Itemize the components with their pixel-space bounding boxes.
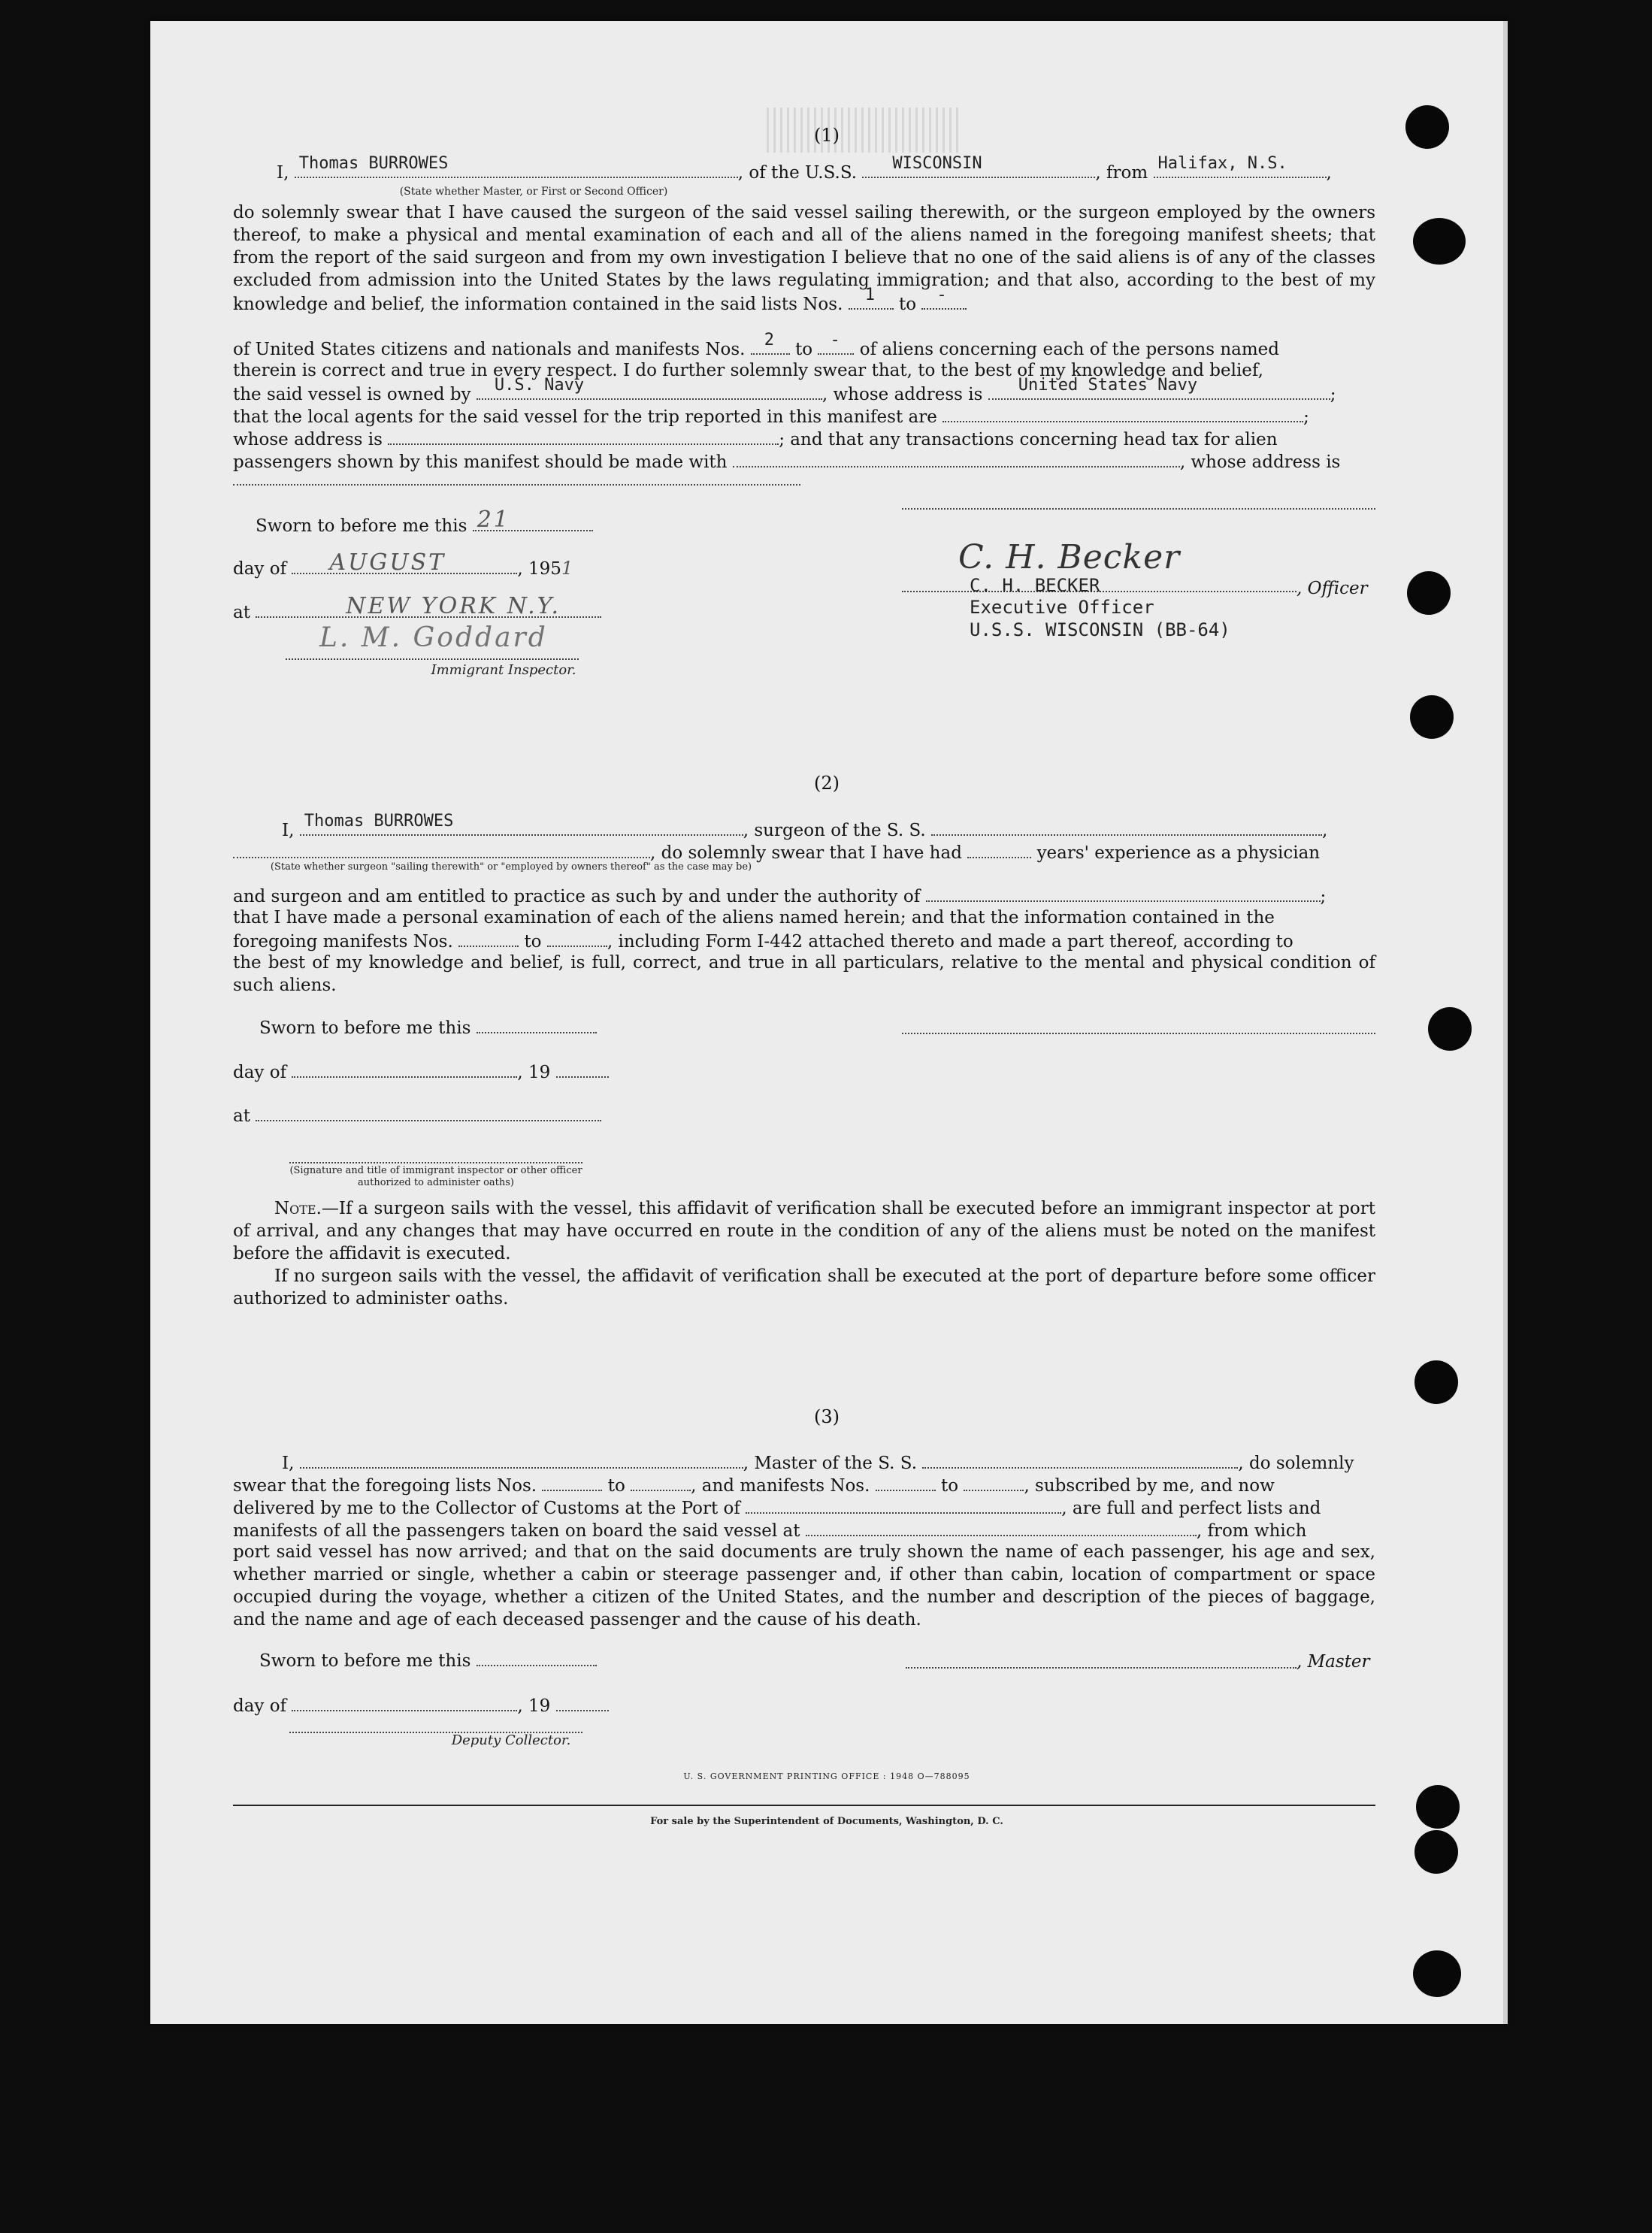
day-of-label: day of <box>233 559 287 579</box>
full-text: , are full and perfect lists and <box>1061 1499 1321 1518</box>
agents-label: that the local agents for the said vessel for the trip reported in this manifest are <box>233 407 937 427</box>
note-text: —If a surgeon sails with the vessel, this affidavit of verification shall be executed before an immigrant inspector at port of arrival, and any changes that may have occurred en route in the condition of any of the aliens must be noted on the manifest before the affidavit is executed. <box>233 1199 1375 1263</box>
foregoing-label: foregoing manifests Nos. <box>233 932 453 952</box>
passengers-label: passengers shown by this manifest should be made with <box>233 452 728 472</box>
section-3-month-field[interactable] <box>292 1693 517 1711</box>
section-2-authority-line: and surgeon and am entitled to practice as such by and under the authority of ; <box>233 884 1375 908</box>
to-label: to <box>607 1476 625 1496</box>
punch-hole <box>1428 1007 1472 1051</box>
years-text: years' experience as a physician <box>1036 843 1321 863</box>
vessel-name-field[interactable] <box>862 154 1095 178</box>
punch-hole <box>1407 571 1451 615</box>
do-solemnly: , do solemnly <box>1238 1454 1354 1473</box>
master-label: , Master <box>1296 1652 1370 1672</box>
section-2-signature-line[interactable] <box>902 1033 1375 1034</box>
section-2-month-field[interactable] <box>292 1060 517 1078</box>
surgeon-name: Thomas BURROWES <box>304 812 454 831</box>
i-label: I, <box>282 1454 295 1473</box>
punch-hole <box>1414 1830 1458 1874</box>
sworn-day: 21 <box>477 507 510 533</box>
manifests-label: , and manifests Nos. <box>691 1476 870 1496</box>
authority-text: and surgeon and am entitled to practice as such by and under the authority of <box>233 887 921 906</box>
aliens-label: of aliens concerning each of the persons named <box>859 340 1280 359</box>
section-2-dayof-line <box>233 1060 1375 1084</box>
delivered-text: delivered by me to the Collector of Customs at the Port of <box>233 1499 740 1518</box>
section-2-foregoing-line <box>233 929 1375 953</box>
punch-hole <box>1413 218 1466 265</box>
officer-signature: C. H. Becker <box>958 538 1181 576</box>
footer-rule <box>233 1805 1375 1806</box>
officer-title-1: Executive Officer <box>970 597 1154 618</box>
section-3-opening-line <box>282 1451 1424 1475</box>
section-3-lists-line <box>233 1473 1375 1497</box>
swear-label: swear that the foregoing lists Nos. <box>233 1476 537 1496</box>
to-label: to <box>524 932 542 952</box>
surgeon-of-label: , surgeon of the S. S. <box>743 821 926 840</box>
day-of-label: day of <box>233 1696 287 1716</box>
lists-to: - <box>936 286 947 304</box>
manifests-from: 2 <box>764 331 774 349</box>
section-2-number: (2) <box>814 773 840 794</box>
swear-text: , do solemnly swear that I have had <box>650 843 962 863</box>
manifests-to-field[interactable] <box>818 331 854 355</box>
manifests-from-field[interactable] <box>751 331 790 355</box>
section-3-vessel-field[interactable] <box>922 1451 1238 1469</box>
section-1-agents-address-line <box>233 427 1375 451</box>
subscribed-text: , subscribed by me, and now <box>1024 1476 1275 1496</box>
i-label: I, <box>282 821 295 840</box>
section-2-inspector-line[interactable] <box>289 1162 582 1163</box>
day-of-label: day of <box>233 1063 287 1082</box>
foregoing-to-field[interactable] <box>547 929 607 947</box>
gpo-imprint: U. S. GOVERNMENT PRINTING OFFICE : 1948 O—788095 <box>683 1772 970 1781</box>
manifests-text: manifests of all the passengers taken on board the said vessel at <box>233 1521 800 1541</box>
to-label: to <box>899 295 917 314</box>
surgeon-vessel-field[interactable] <box>931 818 1322 836</box>
section-2-sworn-line <box>259 1015 1402 1039</box>
officer-label: , Officer <box>1296 579 1368 598</box>
punch-hole <box>1410 695 1454 739</box>
surgeon-name-field[interactable] <box>300 812 743 836</box>
section-1-owner-line: the said vessel is owned by U.S. Navy , whose address is United States Navy ; <box>233 376 1336 404</box>
lists-to-field[interactable] <box>921 286 967 310</box>
inspector-title: Immigrant Inspector. <box>431 662 576 678</box>
section-2-sworn-day-field[interactable] <box>477 1015 597 1033</box>
section-3-sworn-line <box>259 1648 1402 1672</box>
section-3-lists-from-field[interactable] <box>542 1473 602 1491</box>
punch-hole <box>1414 1360 1458 1404</box>
sworn-month: AUGUST <box>329 549 446 576</box>
vessel-prefix: U.S.S. <box>805 163 858 183</box>
from-port: Halifax, N.S. <box>1157 154 1287 173</box>
punch-hole <box>1416 1785 1460 1829</box>
lists-from-field[interactable] <box>849 286 894 310</box>
including-text: , including Form I-442 attached thereto and made a part thereof, according to <box>607 932 1293 952</box>
sworn-label: Sworn to before me this <box>259 1018 471 1038</box>
sworn-label: Sworn to before me this <box>256 516 467 536</box>
section-3-master-field[interactable] <box>300 1451 743 1469</box>
section-3-manifests-from-field[interactable] <box>876 1473 936 1491</box>
section-1-sworn-line <box>256 507 1398 537</box>
section-3-body-end: port said vessel has now arrived; and that on the said documents are truly shown the name of each passenger, his age and sex, whether married or single, whether a cabin or steerage passenger and, if other than cabin, location of compartment or space occupied during the voyage, whether a citizen of the United States, and the number and description of the pieces of baggage, and the name and age of each deceased passenger and the cause of his death. <box>233 1542 1375 1629</box>
agents-address-label: whose address is <box>233 430 383 449</box>
owner-address-field[interactable] <box>988 376 1330 400</box>
manifest-page <box>150 21 1508 2024</box>
officer-typed-name: C. H. BECKER <box>970 575 1100 596</box>
year-prefix: , 195 <box>517 559 561 579</box>
officer-title-2: U.S.S. WISCONSIN (BB-64) <box>970 619 1230 640</box>
to-label: to <box>795 340 813 359</box>
sworn-place-field[interactable] <box>256 593 601 619</box>
for-sale-note: For sale by the Superintendent of Documents, Washington, D. C. <box>650 1816 1003 1827</box>
year-suffix: 1 <box>561 558 576 579</box>
master-name-field[interactable] <box>295 154 738 178</box>
signature-note: (Signature and title of immigrant inspector or other officer authorized to administer oaths) <box>289 1165 582 1188</box>
section-2-place-field[interactable] <box>256 1103 601 1121</box>
master-name: Thomas BURROWES <box>298 154 449 173</box>
master-note: (State whether Master, or First or Second Officer) <box>399 186 668 198</box>
section-3-manifests-to-field[interactable] <box>964 1473 1024 1491</box>
section-2-year-field[interactable] <box>556 1060 609 1078</box>
section-3-dayof-line <box>233 1693 1375 1717</box>
surgeon-status-field[interactable] <box>233 840 650 858</box>
i-label: I, <box>277 163 289 183</box>
of-the-label: , of the <box>737 163 800 183</box>
inspector-signature: L. M. Goddard <box>319 622 548 653</box>
years-field[interactable] <box>967 840 1031 858</box>
address-label: , whose address is <box>821 385 983 404</box>
section-2-note <box>233 1197 1375 1265</box>
manifests-label: of United States citizens and nationals and manifests Nos. <box>233 340 746 359</box>
section-1-passengers-line <box>233 449 1375 474</box>
sworn-month-field[interactable] <box>292 549 517 576</box>
year-label: , 19 <box>517 1696 551 1716</box>
section-2-body-end: the best of my knowledge and belief, is full, correct, and true in all particulars, relative to the mental and physical condition of such aliens. <box>233 953 1375 995</box>
officer-top-line <box>902 508 1375 510</box>
whose-address-label: , whose address is <box>1179 452 1341 472</box>
master-of-label: , Master of the S. S. <box>743 1454 918 1473</box>
foregoing-from-field[interactable] <box>458 929 519 947</box>
section-2-at-line <box>233 1103 1375 1127</box>
vessel-name: WISCONSIN <box>892 154 982 173</box>
from-which: , from which <box>1196 1521 1307 1541</box>
section-1-number: (1) <box>814 125 840 146</box>
punch-hole <box>1413 1950 1461 1997</box>
head-tax-text: ; and that any transactions concerning head tax for alien <box>779 430 1278 449</box>
from-label: , from <box>1095 163 1148 183</box>
passengers-address-line[interactable] <box>233 484 800 486</box>
section-1-body-text: do solemnly swear that I have caused the surgeon of the said vessel sailing therewith, or the surgeon employed by the owners thereof, to make a physical and mental examination of each and all of the aliens named in the foregoing manifest sheets; that from the report of the said surgeon and from my own investigation I believe that no one of the said aliens is of any of the classes excluded from admission into the United States by the laws regulating immigration; and that also, according to the best of my knowledge and belief, the information contained in the said lists Nos. <box>233 203 1375 314</box>
section-2-note-2: If no surgeon sails with the vessel, the affidavit of verification shall be executed at the port of departure before some officer authorized to administer oaths. <box>233 1266 1375 1309</box>
section-1-line-c: therein is correct and true in every respect. I do further solemnly swear that, to the best of my knowledge and belief, <box>233 361 1263 380</box>
section-1-opening-line: I, Thomas BURROWES , of the U.S.S. WISCONSIN , from Halifax, N.S. , <box>277 154 1332 183</box>
section-1-body <box>233 201 1375 316</box>
owner: U.S. Navy <box>494 376 585 395</box>
section-3-year-field[interactable] <box>556 1693 609 1711</box>
section-3-lists-to-field[interactable] <box>631 1473 691 1491</box>
collector-title: Deputy Collector. <box>451 1732 571 1748</box>
authority-field[interactable] <box>926 884 1321 902</box>
section-3-port-field[interactable] <box>746 1496 1061 1514</box>
section-2-opening-line: I, Thomas BURROWES , surgeon of the S. S. , <box>282 812 1328 840</box>
section-1-line-b <box>233 331 1375 361</box>
master-signature-line[interactable] <box>906 1667 1296 1669</box>
inspector-signature-line <box>286 658 579 660</box>
at-label: at <box>233 1106 250 1126</box>
sworn-place: NEW YORK N.Y. <box>346 593 561 619</box>
manifests-to: - <box>830 331 840 349</box>
owned-label: the said vessel is owned by <box>233 385 471 404</box>
from-port-field[interactable] <box>1154 154 1327 178</box>
at-label: at <box>233 603 250 622</box>
section-2-exam-line: that I have made a personal examination of each of the aliens named herein; and that the information contained in the <box>233 908 1275 927</box>
agents-address-field[interactable] <box>388 427 779 445</box>
sworn-day-field[interactable] <box>473 507 593 533</box>
section-3-sworn-day-field[interactable] <box>477 1648 597 1666</box>
owner-address: United States Navy <box>1018 376 1198 395</box>
agents-field[interactable] <box>942 404 1303 422</box>
lists-from: 1 <box>864 286 875 304</box>
section-3-manifests-line <box>233 1518 1375 1542</box>
owner-field[interactable] <box>477 376 822 400</box>
section-3-delivered-line <box>233 1496 1375 1520</box>
sworn-label: Sworn to before me this <box>259 1651 471 1671</box>
surgeon-note: (State whether surgeon "sailing therewith" or "employed by owners thereof" as the case may be) <box>270 861 752 873</box>
head-tax-contact-field[interactable] <box>733 449 1180 467</box>
section-3-origin-field[interactable] <box>806 1518 1197 1536</box>
section-1-dayof-line <box>233 549 1375 580</box>
year-label: , 19 <box>517 1063 551 1082</box>
punch-hole <box>1405 105 1449 149</box>
to-label: to <box>941 1476 959 1496</box>
section-1-agents-line: that the local agents for the said vessel for the trip reported in this manifest are ; <box>233 404 1375 428</box>
note-label: Note. <box>274 1199 322 1218</box>
section-3-number: (3) <box>814 1406 840 1427</box>
